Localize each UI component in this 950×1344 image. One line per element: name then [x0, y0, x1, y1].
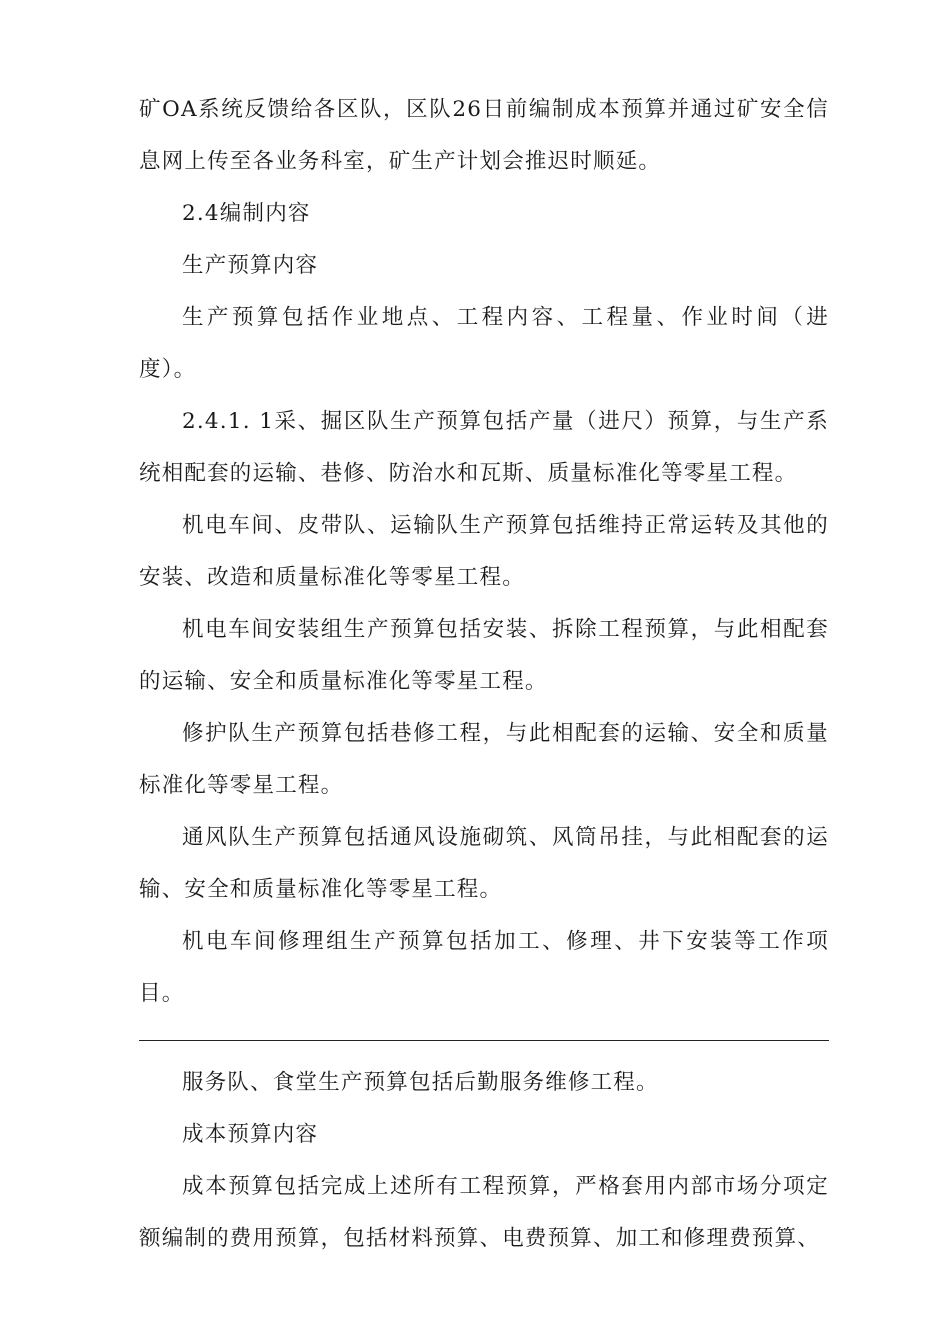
- document-page: [139, 84, 829, 1265]
- paragraph: 修护队生产预算包括巷修工程，与此相配套的运输、安全和质量标准化等零星工程。: [139, 721, 829, 798]
- section-heading: 2.4编制内容: [182, 201, 311, 226]
- paragraph: 2.4.1. 1采、掘区队生产预算包括产量（进尺）预算，与生产系统相配套的运输、巷修、防治水和瓦斯、质量标准化等零星工程。: [139, 409, 829, 486]
- paragraph: 机电车间修理组生产预算包括加工、修理、井下安装等工作项目。: [139, 929, 829, 1006]
- paragraph: 生产预算包括作业地点、工程内容、工程量、作业时间（进度）。: [139, 305, 829, 382]
- section-heading: 生产预算内容: [182, 253, 319, 278]
- paragraph: 服务队、食堂生产预算包括后勤服务维修工程。: [182, 1070, 659, 1095]
- document-body-top: [139, 84, 829, 1020]
- document-body-bottom: [139, 1057, 829, 1265]
- paragraph: 成本预算包括完成上述所有工程预算，严格套用内部市场分项定额编制的费用预算，包括材料预算、电费预算、加工和修理费预算、: [139, 1174, 829, 1251]
- paragraph: 机电车间安装组生产预算包括安装、拆除工程预算，与此相配套的运输、安全和质量标准化等零星工程。: [139, 617, 829, 694]
- paragraph: 机电车间、皮带队、运输队生产预算包括维持正常运转及其他的安装、改造和质量标准化等零星工程。: [139, 513, 829, 590]
- page-divider: [139, 1040, 829, 1041]
- paragraph: 通风队生产预算包括通风设施砌筑、风筒吊挂，与此相配套的运输、安全和质量标准化等零星工程。: [139, 825, 829, 902]
- paragraph-continued: 矿OA系统反馈给各区队，区队26日前编制成本预算并通过矿安全信息网上传至各业务科室，矿生产计划会推迟时顺延。: [139, 97, 829, 174]
- section-heading: 成本预算内容: [182, 1122, 319, 1147]
